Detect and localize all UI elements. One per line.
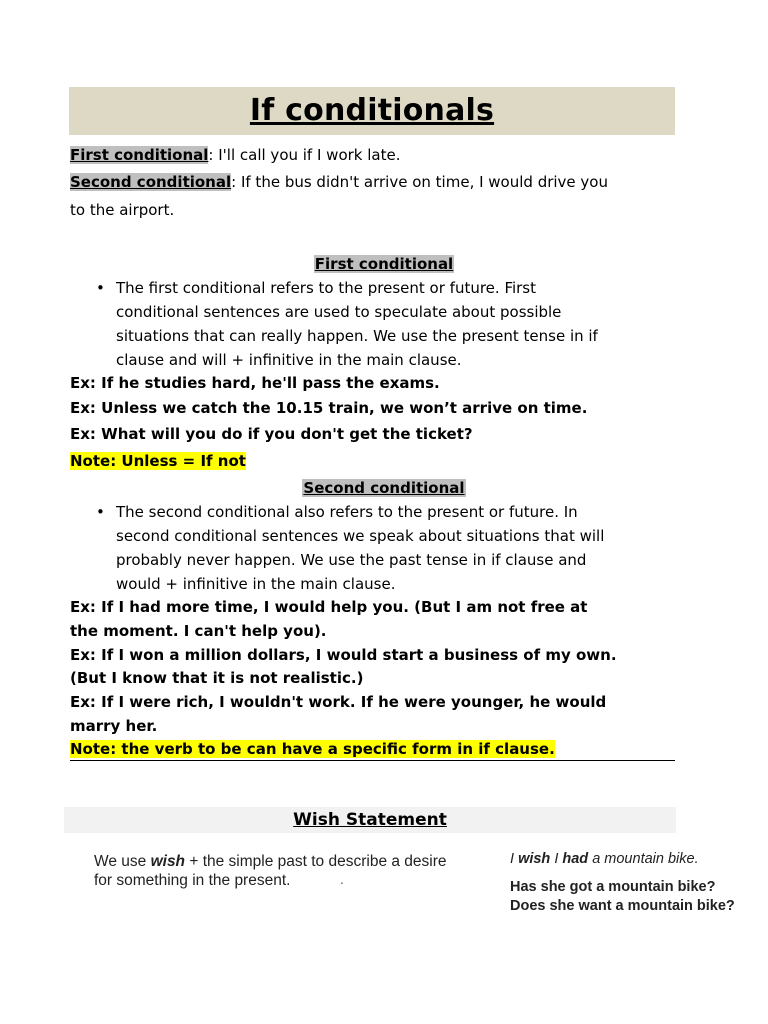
wish-question-2: Does she want a mountain bike? — [510, 898, 735, 914]
second-example: the moment. I can't help you). — [70, 622, 327, 640]
first-note-line — [70, 450, 246, 472]
second-note-line — [70, 738, 555, 760]
wish-right-pre: I — [510, 851, 519, 867]
second-bullet-line: second conditional sentences we speak about situations that will — [116, 527, 605, 545]
intro-first-text: : I'll call you if I work late. — [208, 146, 401, 164]
intro-second-text: : If the bus didn't arrive on time, I would drive you — [231, 173, 608, 191]
second-note: Note: the verb to be can have a specific form in if clause. — [70, 740, 555, 758]
first-bullet-line: situations that can really happen. We use the present tense in if — [116, 327, 598, 345]
divider — [70, 760, 675, 761]
wish-left-pre: We use — [94, 853, 151, 870]
wish-right-mid: I — [550, 851, 563, 867]
second-example: Ex: If I had more time, I would help you. (But I am not free at — [70, 598, 588, 616]
first-example: Ex: If he studies hard, he'll pass the exams. — [70, 374, 440, 392]
wish-left-wish: wish — [150, 853, 186, 870]
stray-dot: . — [340, 873, 344, 887]
second-conditional-heading — [0, 478, 768, 498]
second-heading-text: Second conditional — [303, 479, 465, 497]
second-example: marry her. — [70, 717, 158, 735]
wish-right-post: a mountain bike. — [588, 851, 699, 867]
intro-second-label: Second conditional — [70, 173, 232, 191]
second-bullet — [96, 500, 696, 596]
second-bullet-line: probably never happen. We use the past tense in if clause and — [116, 551, 587, 569]
first-bullet-line: clause and will + infinitive in the main clause. — [116, 351, 462, 369]
wish-right-had: had — [562, 851, 589, 867]
title-band — [69, 87, 675, 135]
second-example: Ex: If I won a million dollars, I would start a business of my own. — [70, 646, 617, 664]
intro-first-line — [70, 144, 400, 166]
wish-explanation — [94, 852, 474, 890]
intro-second-line — [70, 171, 608, 193]
intro-second-line-cont: to the airport. — [70, 201, 175, 219]
wish-band — [64, 807, 676, 833]
first-example: Ex: Unless we catch the 10.15 train, we won’t arrive on time. — [70, 399, 588, 417]
bullet-icon: • — [96, 279, 105, 297]
first-bullet-line: The first conditional refers to the present or future. First — [116, 279, 537, 297]
first-example: Ex: What will you do if you don't get the ticket? — [70, 425, 473, 443]
wish-heading: Wish Statement — [293, 810, 447, 830]
wish-left-line2: for something in the present. — [94, 872, 291, 889]
wish-example — [510, 850, 760, 916]
second-example: (But I know that it is not realistic.) — [70, 669, 364, 687]
first-note: Note: Unless = If not — [70, 452, 246, 470]
second-example: Ex: If I were rich, I wouldn't work. If he were younger, he would — [70, 693, 607, 711]
wish-right-wish: wish — [518, 851, 551, 867]
second-bullet-line: would + infinitive in the main clause. — [116, 575, 396, 593]
wish-left-post: + the simple past to describe a desire — [185, 853, 447, 870]
wish-question-1: Has she got a mountain bike? — [510, 879, 716, 895]
page-title: If conditionals — [249, 93, 495, 128]
intro-first-label: First conditional — [70, 146, 209, 164]
first-bullet — [96, 276, 696, 372]
bullet-icon: • — [96, 503, 105, 521]
second-bullet-line: The second conditional also refers to the present or future. In — [116, 503, 578, 521]
first-heading-text: First conditional — [314, 255, 454, 273]
first-conditional-heading — [0, 254, 768, 274]
first-bullet-line: conditional sentences are used to speculate about possible — [116, 303, 562, 321]
